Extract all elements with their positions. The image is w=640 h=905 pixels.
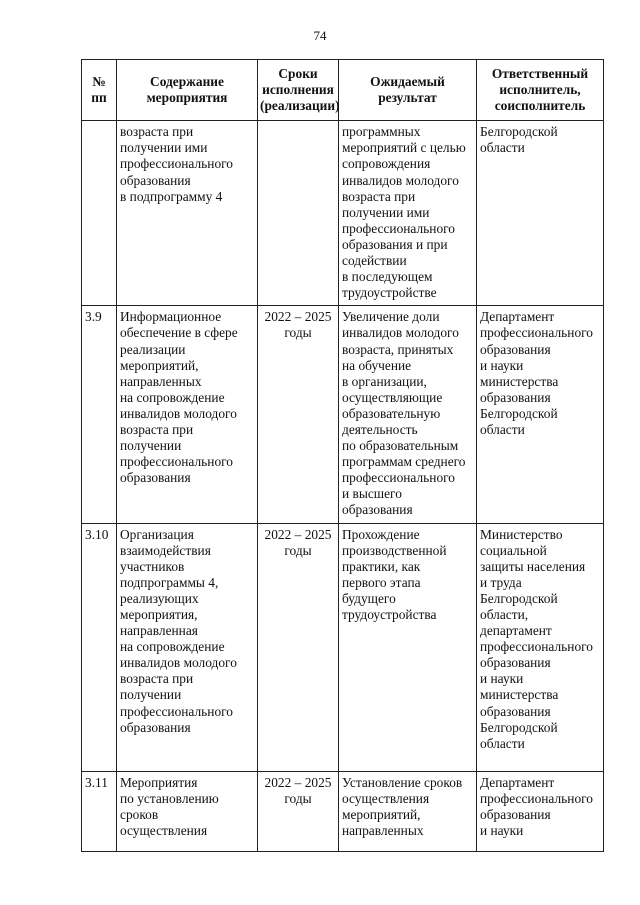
cell-content-line: реализующих [120, 590, 199, 606]
cell-content-line: направленных [120, 373, 202, 389]
cell-result-line: на обучение [342, 357, 412, 373]
header-content [117, 60, 258, 121]
cell-content-line: получении ими [120, 140, 208, 156]
cell-result-line: практики, как [342, 558, 421, 574]
cell-responsible [477, 121, 604, 306]
cell-num: 3.11 [82, 771, 117, 851]
cell-content-line: Мероприятия [120, 774, 198, 790]
cell-responsible-line: образования [480, 341, 551, 357]
header-content-line: мероприятия [146, 90, 228, 106]
table-row [82, 306, 604, 523]
header-dates-line: исполнения [262, 82, 334, 98]
cell-content-line: осуществления [120, 822, 208, 838]
header-dates-line: Сроки [278, 66, 318, 81]
cell-num: 3.9 [82, 306, 117, 523]
cell-responsible-line: Белгородской [480, 405, 558, 421]
header-dates-line: (реализации) [260, 98, 340, 114]
table-row [82, 523, 604, 771]
header-num [82, 60, 117, 121]
cell-result-line: образования и при [342, 236, 448, 252]
cell-responsible-line: области [480, 421, 525, 437]
cell-content-line: профессионального [120, 703, 233, 719]
cell-result-line: образования [342, 502, 413, 518]
cell-content-line: профессионального [120, 454, 233, 470]
cell-result-line: будущего [342, 590, 396, 606]
table-row [82, 771, 604, 851]
cell-result-line: образовательную [342, 405, 441, 421]
cell-dates-line: годы [284, 542, 312, 558]
cell-dates [258, 771, 339, 851]
table-body [82, 121, 604, 851]
cell-responsible-line: образования [480, 806, 551, 822]
cell-result [339, 121, 477, 306]
cell-content-line: возраста при [120, 671, 194, 687]
cell-responsible-line: профессионального [480, 639, 593, 655]
cell-result-line: профессионального [342, 470, 455, 486]
cell-content-line: по установлению [120, 790, 219, 806]
cell-result-line: в организации, [342, 373, 427, 389]
cell-responsible-line: и труда [480, 574, 522, 590]
header-responsible-line: Ответственный [491, 66, 589, 81]
header-responsible-line: соисполнитель [494, 98, 586, 114]
cell-result-line: возраста при [342, 188, 416, 204]
cell-dates-line: годы [284, 325, 312, 341]
cell-content-line: обеспечение в сфере [120, 325, 238, 341]
cell-responsible-line: социальной [480, 542, 547, 558]
cell-result [339, 523, 477, 771]
cell-result-line: в последующем [342, 269, 433, 285]
cell-content-line: получении [120, 438, 182, 454]
cell-responsible-line: области [480, 140, 525, 156]
cell-result-line: и высшего [342, 486, 402, 502]
cell-result-line: программных [342, 124, 421, 140]
cell-result-line: мероприятий с целью [342, 140, 466, 156]
cell-content-line: профессионального [120, 156, 233, 172]
cell-responsible-line: образования [480, 703, 551, 719]
cell-result [339, 306, 477, 523]
cell-responsible-line: области, [480, 607, 529, 622]
cell-content-line: мероприятия, [120, 607, 198, 622]
cell-responsible-line: Департамент [480, 309, 555, 325]
cell-dates-line: годы [284, 790, 312, 806]
cell-content-line: возраста при [120, 421, 194, 437]
header-num-line: № [92, 74, 106, 90]
cell-dates-line: 2022 – 2025 [264, 526, 332, 542]
measures-table [81, 59, 604, 852]
header-dates [258, 60, 339, 121]
cell-content-line: на сопровождение [120, 389, 225, 405]
cell-responsible-line: и науки [480, 357, 524, 373]
cell-content-line: сроков [120, 806, 159, 822]
cell-content-line: реализации [120, 341, 186, 357]
cell-content-line: направленная [120, 623, 198, 639]
cell-responsible-line: министерства [480, 687, 559, 703]
cell-content-line: Организация [120, 526, 194, 542]
cell-responsible [477, 771, 604, 851]
table-row [82, 121, 604, 306]
header-result-line: Ожидаемый [370, 74, 445, 90]
cell-responsible-line: образования [480, 389, 551, 405]
cell-result-line: мероприятий, [342, 806, 421, 822]
cell-responsible-line: Министерство [480, 526, 563, 542]
cell-result-line: трудоустройстве [342, 285, 437, 301]
cell-content-line: мероприятий, [120, 357, 199, 373]
cell-result-line: первого этапа [342, 574, 421, 590]
cell-content-line: образования [120, 172, 191, 188]
cell-responsible-line: защиты населения [480, 558, 586, 574]
header-result [339, 60, 477, 121]
cell-responsible-line: Департамент [480, 774, 555, 790]
cell-result-line: получении ими [342, 204, 430, 220]
cell-content-line: инвалидов молодого [120, 405, 237, 421]
header-result-line: результат [378, 90, 437, 106]
cell-content [117, 306, 258, 523]
header-responsible [477, 60, 604, 121]
cell-result-line: инвалидов молодого [342, 172, 459, 188]
cell-result-line: Увеличение доли [342, 309, 440, 325]
cell-content-line: подпрограммы 4, [120, 574, 219, 590]
cell-result-line: осуществления [342, 790, 430, 806]
cell-content-line: инвалидов молодого [120, 655, 237, 671]
cell-responsible-line: профессионального [480, 790, 593, 806]
cell-result-line: возраста, принятых [342, 341, 454, 357]
cell-content-line: в подпрограмму 4 [120, 188, 223, 204]
header-responsible-line: исполнитель, [499, 82, 581, 98]
cell-content [117, 121, 258, 306]
cell-result-line: производственной [342, 542, 447, 558]
cell-dates-line: 2022 – 2025 [264, 309, 332, 325]
cell-content [117, 523, 258, 771]
cell-dates [258, 306, 339, 523]
cell-result-line: сопровождения [342, 156, 431, 172]
cell-responsible-line: профессионального [480, 325, 593, 341]
cell-result-line: Установление сроков [342, 774, 463, 790]
cell-responsible-line: Белгородской [480, 590, 558, 606]
cell-num: 3.10 [82, 523, 117, 771]
table-header-row [82, 60, 604, 121]
cell-num [82, 121, 117, 306]
cell-responsible-line: и науки [480, 671, 524, 687]
cell-result-line: программам среднего [342, 454, 466, 470]
cell-content [117, 771, 258, 851]
header-num-line: пп [91, 90, 107, 106]
cell-result-line: направленных [342, 822, 424, 838]
cell-content-line: взаимодействия [120, 542, 211, 558]
cell-content-line: на сопровождение [120, 639, 225, 655]
cell-result-line: содействии [342, 253, 407, 269]
cell-responsible [477, 523, 604, 771]
cell-result [339, 771, 477, 851]
cell-responsible-line: и науки [480, 822, 524, 838]
cell-content-line: Информационное [120, 309, 222, 325]
cell-content-line: возраста при [120, 124, 194, 140]
cell-result-line: трудоустройства [342, 607, 437, 622]
cell-responsible-line: департамент [480, 623, 552, 639]
cell-responsible [477, 306, 604, 523]
cell-result-line: осуществляющие [342, 389, 443, 405]
cell-result-line: деятельность [342, 421, 418, 437]
cell-responsible-line: министерства [480, 373, 559, 389]
cell-dates [258, 121, 339, 306]
cell-result-line: профессионального [342, 220, 455, 236]
cell-responsible-line: Белгородской [480, 124, 558, 140]
cell-dates-line: 2022 – 2025 [264, 774, 332, 790]
cell-responsible-line: образования [480, 655, 551, 671]
cell-content-line: получении [120, 687, 182, 703]
cell-result-line: по образовательным [342, 438, 459, 454]
cell-result-line: Прохождение [342, 526, 420, 542]
cell-content-line: образования [120, 719, 191, 735]
header-content-line: Содержание [150, 74, 224, 90]
page-number: 74 [313, 28, 327, 43]
cell-result-line: инвалидов молодого [342, 325, 459, 341]
cell-content-line: участников [120, 558, 185, 574]
cell-content-line: образования [120, 470, 191, 486]
cell-responsible-line: Белгородской [480, 719, 558, 735]
cell-responsible-line: области [480, 735, 525, 751]
cell-dates [258, 523, 339, 771]
